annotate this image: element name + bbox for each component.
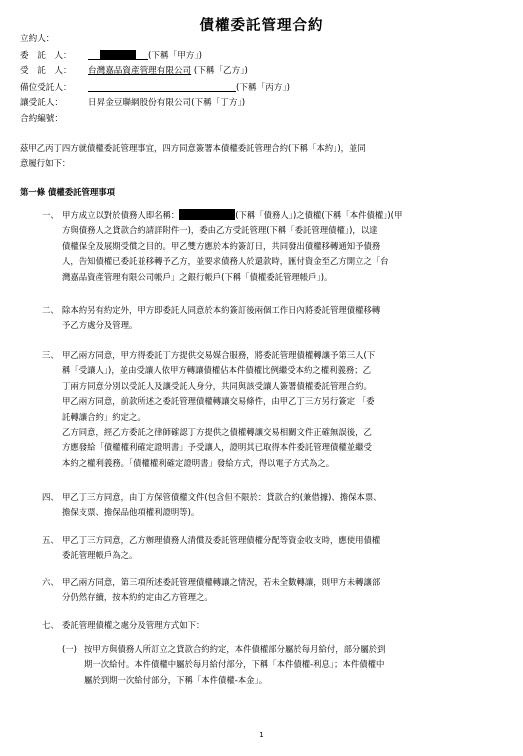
intro-line: 意履行如下：: [20, 158, 71, 169]
transferee-row: [20, 98, 245, 109]
item-number: 五、: [42, 535, 59, 545]
item-7-sub-line: 期一次給付。本件債權中屬於每月給付部分，下稱「本件債權-利息」；本件債權中: [84, 659, 385, 670]
item-6: [42, 575, 380, 606]
item-1-line-post: (下稱「債務人」)之債權(下稱「本件債權」)(甲: [235, 210, 403, 220]
item-7-sub-1: [62, 642, 386, 688]
document-title: 債權委託管理合約: [199, 18, 324, 34]
item-3-line: 乙方同意，經乙方委託之律師確認丁方提供之債權轉讓交易相關文件正確無誤後，乙: [62, 427, 372, 438]
contract-no-label: 合約編號：: [20, 114, 63, 124]
item-number: 六、: [42, 577, 59, 587]
item-7-sub-line: 按甲方與債務人所訂立之貸款合約約定，本件債權部分屬於每月給付，部分屬於到: [84, 644, 386, 654]
principal-blank-right: [136, 50, 148, 60]
item-number: 七、: [42, 620, 59, 630]
item-5: [42, 533, 380, 564]
item-3-line: 託轉讓合約」約定之。: [62, 411, 146, 422]
sub-item-number: (一): [62, 644, 77, 654]
item-2: [42, 303, 380, 334]
debt-agent-row: [20, 82, 290, 94]
item-1-line: 人，告知債權已委託並移轉予乙方，並要求債務人於還款時，匯付資金至乙方開立之「台: [62, 256, 389, 267]
agent-suffix: (下稱「乙方」): [193, 66, 248, 76]
item-1-line: 灣嘉品資產管理有限公司帳戶」之銀行帳戶(下稱「債權委託管理帳戶」)。: [62, 271, 333, 282]
agent-label: 受 託 人：: [20, 66, 72, 76]
principal-label: 委 託 人：: [20, 51, 72, 61]
item-1-line-pre: 甲方成立以對於債務人即名稱：: [62, 210, 180, 220]
item-3: [42, 348, 375, 471]
agent-row: [20, 66, 248, 77]
section-1-title: 第一條 債權委託管理事項: [20, 187, 116, 197]
intro-paragraph: [20, 141, 500, 172]
item-6-line: 分仍然存續，按本約約定由乙方管理之。: [62, 592, 213, 603]
intro-line: 茲甲乙丙丁四方就債權委託管理事宜，四方同意簽署本債權委託管理合約(下稱「本約」)，並同: [20, 143, 366, 153]
item-6-line: 甲乙兩方同意，第三項所述委託管理債權轉讓之情況，若未全數轉讓，則甲方未轉讓部: [62, 577, 381, 587]
item-1: [42, 208, 402, 285]
item-2-line: 予乙方處分及管理。: [62, 320, 138, 331]
item-7-sub-line: 屬於到期一次給付部分，下稱「本件債權-本金」。: [84, 674, 268, 685]
item-number: 一、: [42, 210, 59, 220]
item-5-line: 甲乙丁三方同意，乙方辦理債務人清償及委託管理債權分配等資金收支時，應使用債權: [62, 535, 381, 545]
item-4-line: 擔保支票、擔保品他項權利證明等)。: [62, 507, 200, 518]
item-number: 三、: [42, 350, 59, 360]
item-7: [42, 618, 204, 633]
item-1-line: 債權保全及展期受償之目的。甲乙雙方應於本約簽訂日，共同發出債權移轉通知予債務: [62, 240, 381, 251]
principal-suffix: (下稱「甲方」): [148, 51, 202, 61]
item-3-line: 甲乙兩方同意，甲方得委託丁方提供交易媒合服務，將委託管理債權轉讓予第三人(下: [62, 350, 376, 360]
principal-redaction: [100, 50, 136, 60]
item-4: [42, 490, 382, 521]
item-3-line: 本約之權利義務。「債權權利確定證明書」發給方式，得以電子方式為之。: [62, 457, 335, 468]
transferee-label: 讓受託人：: [20, 98, 63, 108]
principal-row: [20, 50, 202, 62]
transferee-name: 日昇金豆聯網股份有限公司(下稱「丁方」): [88, 98, 246, 108]
principal-blank-left: [88, 50, 100, 60]
debtor-name-redaction: [179, 209, 235, 220]
item-7-line: 委託管理債權之處分及管理方式如下：: [62, 620, 205, 630]
item-1-line: 方與債務人之貸款合約請詳附件一)，委由乙方受託管理(下稱「委託管理債權」)，以達: [62, 225, 378, 236]
item-4-line: 甲乙丁三方同意，由丁方保管債權文件(包含但不限於：貸款合約(兼借據)、擔保本票、: [62, 492, 382, 502]
parties-label: 立約人：: [20, 34, 55, 44]
item-3-line: 丁兩方同意分別以受託人及讓受託人身分，共同與該受讓人簽署債權委託管理合約。: [62, 380, 372, 391]
item-number: 四、: [42, 492, 59, 502]
item-3-line: 稱「受讓人」)，並由受讓人依甲方轉讓債權佔本件債權比例繼受本約之權利義務；乙: [62, 365, 371, 376]
item-3-line: 甲乙兩方同意，前款所述之委託管理債權轉讓交易條件，由甲乙丁三方另行簽定 「委: [62, 396, 375, 407]
debt-agent-blank: [88, 82, 236, 92]
page-number: 1: [259, 731, 264, 739]
item-2-line: 除本約另有約定外，甲方即委託人同意於本約簽訂後兩個工作日內將委託管理債權移轉: [62, 305, 381, 315]
item-5-line: 委託管理帳戶為之。: [62, 550, 138, 561]
debt-agent-label: 備位受託人：: [20, 83, 72, 93]
item-3-line: 方應發給「債權權利確定證明書」予受讓人，證明其已取得本件委託管理債權並繼受: [62, 442, 372, 453]
debt-agent-suffix: (下稱「丙方」): [236, 83, 290, 93]
item-number: 二、: [42, 305, 59, 315]
agent-name: 台灣嘉品資產管理有限公司: [88, 66, 192, 76]
